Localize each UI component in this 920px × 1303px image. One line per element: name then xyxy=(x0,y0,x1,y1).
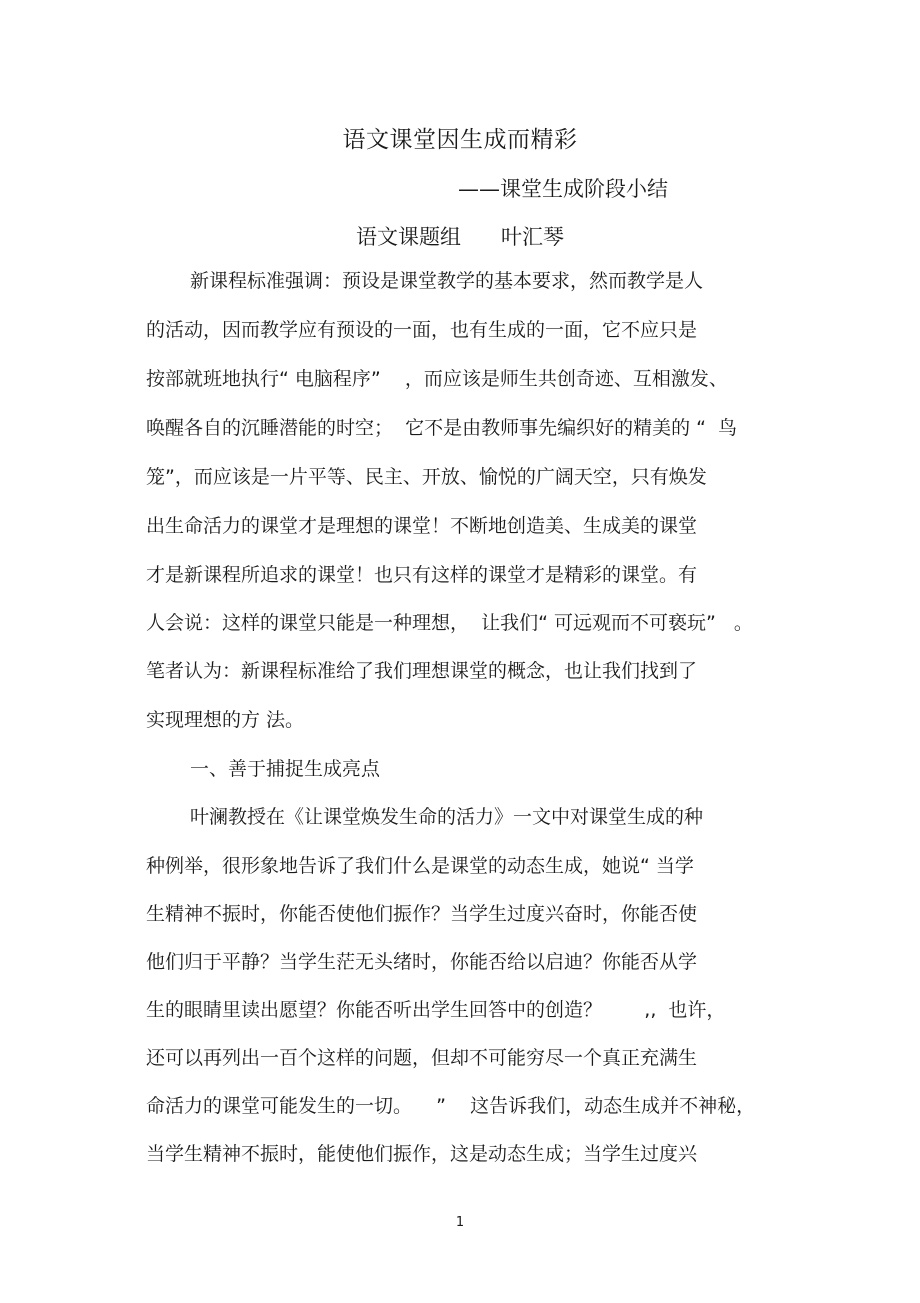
paragraph-line: 才是新课程所追求的课堂！也只有这样的课堂才是精彩的课堂。有 xyxy=(146,564,698,586)
paragraph-line: 笼”，而应该是一片平等、民主、开放、愉悦的广阔天空，只有焕发 xyxy=(146,466,707,488)
paragraph-line: 唤醒各自的沉睡潜能的时空； 它不是由教师事先编织好的精美的 “ 鸟 xyxy=(146,417,738,439)
paragraph-line: 笔者认为：新课程标准给了我们理想课堂的概念，也让我们找到了 xyxy=(146,660,698,682)
paragraph-line: 他们归于平静？当学生茫无头绪时，你能否给以启迪？你能否从学 xyxy=(146,951,698,973)
author-group: 语文课题组 xyxy=(356,225,461,249)
document-subtitle: ——课堂生成阶段小结 xyxy=(458,177,668,201)
paragraph-line: 生的眼睛里读出愿望？你能否听出学生回答中的创造？ ,, 也许， xyxy=(146,999,726,1021)
paragraph-line: 种例举，很形象地告诉了我们什么是课堂的动态生成，她说“ 当学 xyxy=(146,855,694,877)
paragraph-line: 出生命活力的课堂才是理想的课堂！不断地创造美、生成美的课堂 xyxy=(146,515,698,537)
page-number: 1 xyxy=(455,1215,465,1230)
section-heading: 一、善于捕捉生成亮点 xyxy=(190,758,381,780)
paragraph-line: 按部就班地执行“ 电脑程序” ，而应该是师生共创奇迹、互相激发、 xyxy=(146,368,728,390)
paragraph-line: 新课程标准强调：预设是课堂教学的基本要求，然而教学是人 xyxy=(190,270,704,292)
author-line xyxy=(0,221,920,251)
author-name: 叶汇琴 xyxy=(501,225,564,249)
paragraph-line: 实现理想的方 法。 xyxy=(146,709,305,731)
paragraph-line: 命活力的课堂可能发生的一切。 ” 这告诉我们，动态生成并不神秘， xyxy=(146,1095,756,1117)
paragraph-line: 叶澜教授在《让课堂焕发生命的活力》一文中对课堂生成的种 xyxy=(190,806,704,828)
document-title: 语文课堂因生成而精彩 xyxy=(342,127,578,153)
paragraph-line: 还可以再列出一百个这样的问题，但却不可能穷尽一个真正充满生 xyxy=(146,1047,698,1069)
paragraph-line: 的活动，因而教学应有预设的一面，也有生成的一面，它不应只是 xyxy=(146,319,698,341)
paragraph-line: 当学生精神不振时，能使他们振作，这是动态生成；当学生过度兴 xyxy=(146,1143,698,1165)
paragraph-line: 人会说：这样的课堂只能是一种理想， 让我们“ 可远观而不可亵玩” 。 xyxy=(146,612,753,634)
paragraph-line: 生精神不振时，你能否使他们振作？当学生过度兴奋时，你能否使 xyxy=(146,903,698,925)
